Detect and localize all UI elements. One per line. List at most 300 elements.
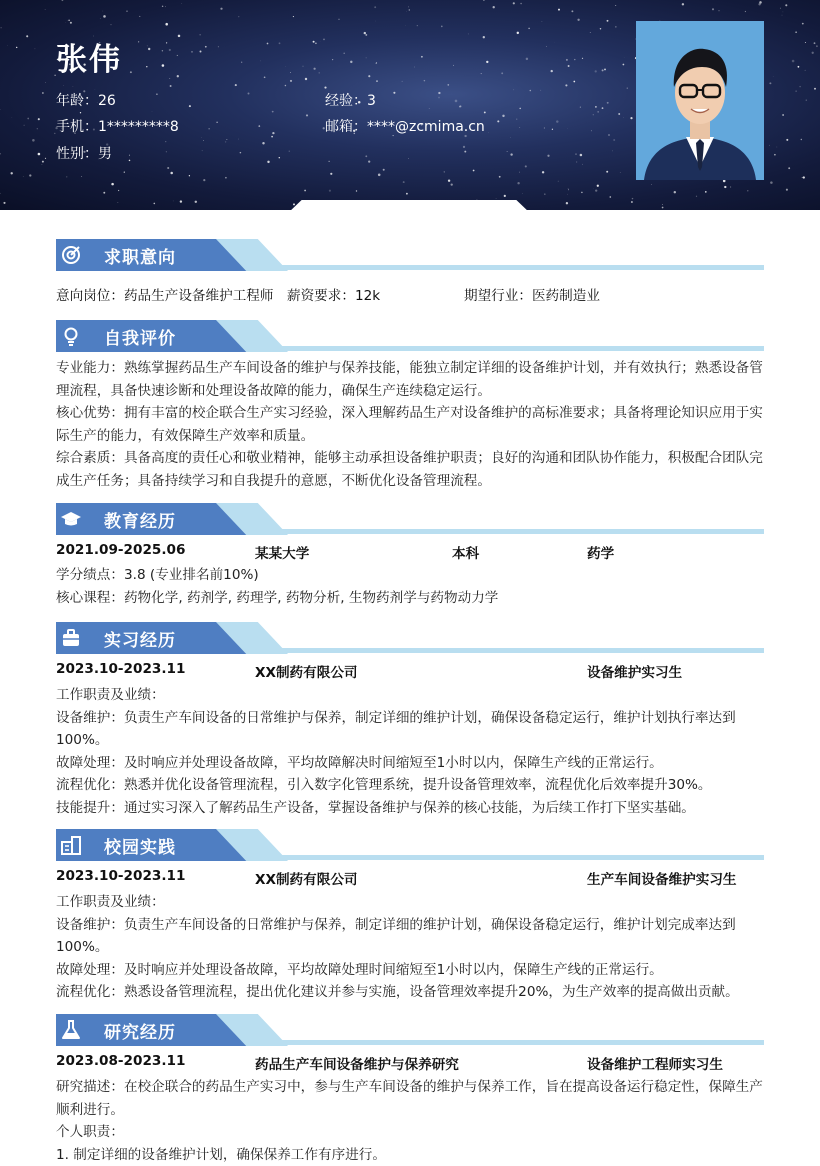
star [209, 128, 210, 129]
star [786, 139, 788, 141]
star [110, 24, 111, 25]
star [612, 151, 613, 152]
star [595, 70, 597, 72]
star [780, 8, 781, 9]
star [682, 3, 684, 5]
gender-info: 性别：男 [56, 143, 112, 163]
star [162, 6, 163, 7]
star [724, 186, 726, 188]
star [305, 78, 307, 80]
star [169, 49, 171, 51]
star [590, 32, 591, 33]
star [595, 106, 597, 108]
star [730, 186, 731, 187]
star [26, 35, 28, 37]
education-body [56, 564, 766, 609]
education-line: 核心课程：药物化学, 药剂学, 药理学, 药物分析, 生物药剂学与药物动力学 [56, 587, 766, 610]
research-line: 个人职责： [56, 1121, 766, 1144]
section-title: 校园实践 [104, 833, 176, 858]
star [662, 204, 663, 205]
star [801, 139, 802, 140]
star [517, 182, 519, 184]
star [24, 125, 25, 126]
star [496, 198, 497, 199]
star [544, 127, 545, 128]
star [568, 189, 569, 190]
internship-line: 流程优化：熟悉并优化设备管理流程，引入数字化管理系统，提升设备管理效率，流程优化后效率提升30%。 [56, 774, 766, 797]
star [165, 141, 166, 142]
star [408, 158, 409, 159]
star [238, 16, 239, 17]
star [547, 155, 549, 157]
star [556, 120, 558, 122]
star [378, 174, 381, 177]
resume-header [0, 0, 820, 210]
star [42, 92, 44, 94]
profile-photo [636, 21, 764, 180]
star [38, 153, 41, 156]
star [483, 0, 484, 1]
star [782, 15, 783, 16]
section-header-intent [56, 239, 764, 271]
star [11, 172, 13, 174]
star [769, 145, 770, 146]
star [130, 71, 132, 73]
star [100, 18, 101, 19]
star [368, 161, 370, 163]
star [448, 179, 450, 181]
star [152, 111, 153, 112]
star [542, 21, 543, 22]
star [486, 61, 488, 63]
research-line: 1. 制定详细的设备维护计划，确保保养工作有序进行。 [56, 1144, 766, 1166]
campus-line: 工作职责及业绩： [56, 891, 766, 914]
star [264, 76, 266, 78]
star [203, 179, 205, 181]
star [368, 75, 370, 77]
star [802, 23, 804, 25]
star [573, 81, 575, 83]
star [406, 193, 408, 195]
star [267, 43, 269, 45]
star [558, 181, 559, 182]
star [313, 68, 315, 70]
star [156, 93, 158, 95]
star [530, 90, 532, 92]
star [792, 60, 795, 63]
star [148, 48, 150, 50]
self-eval-body [56, 357, 766, 492]
star [177, 75, 179, 77]
star [455, 100, 458, 103]
star [609, 196, 611, 198]
star [566, 202, 568, 204]
star [343, 53, 345, 55]
star [103, 15, 106, 18]
star [319, 72, 320, 73]
star [225, 177, 227, 179]
star [238, 139, 239, 140]
star [600, 28, 601, 29]
star [200, 51, 202, 53]
star [481, 73, 482, 74]
star [332, 59, 333, 60]
candidate-name: 张伟 [56, 34, 122, 79]
star [568, 65, 570, 67]
star [565, 84, 567, 86]
star [604, 68, 606, 70]
star [774, 154, 776, 156]
star [541, 90, 542, 91]
star [795, 31, 797, 33]
star [409, 9, 410, 10]
star [289, 151, 290, 152]
star [453, 65, 454, 66]
star [571, 10, 573, 12]
star [173, 201, 174, 202]
star [323, 39, 325, 41]
star [814, 42, 816, 44]
star [581, 192, 583, 194]
star [632, 198, 633, 199]
research-period: 2023.08-2023.11 [56, 1053, 185, 1069]
internship-line: 工作职责及业绩： [56, 684, 766, 707]
star [240, 152, 242, 154]
star [153, 203, 155, 205]
star [520, 3, 522, 5]
star [795, 90, 796, 91]
star [712, 8, 714, 10]
star [66, 22, 67, 23]
star [421, 56, 423, 58]
star [782, 114, 784, 116]
star [593, 114, 594, 115]
star [576, 161, 577, 162]
star [38, 118, 40, 120]
star [225, 141, 226, 142]
star [551, 70, 553, 72]
campus-body [56, 891, 766, 1004]
star [329, 190, 331, 192]
star [501, 72, 503, 74]
target-icon [60, 244, 82, 266]
star [613, 139, 615, 141]
lightbulb-icon [60, 325, 82, 347]
star [552, 129, 553, 130]
star [189, 175, 190, 176]
star [339, 19, 340, 20]
star [393, 92, 395, 94]
star [776, 147, 777, 148]
star [374, 6, 376, 8]
section-header-campus [56, 829, 764, 861]
star [607, 20, 609, 22]
star [16, 47, 17, 48]
self-eval-line: 综合素质：具备高度的责任心和敬业精神，能够主动承担设备维护职责；良好的沟通和团队协作能力，积极配合团队完成生产任务；具备持续学习和自我提升的意愿，不断优化设备管理流程。 [56, 447, 766, 492]
star [293, 203, 295, 205]
star [42, 161, 44, 163]
star [786, 189, 788, 191]
star [383, 169, 385, 171]
star [580, 154, 583, 157]
star [267, 161, 269, 163]
star [441, 26, 443, 28]
internship-company: XX制药有限公司 [255, 661, 358, 681]
star [620, 172, 621, 173]
campus-line: 流程优化：熟悉设备管理流程，提出优化建议并参与实施，设备管理效率提升20%，为生产效率的提高做出贡献。 [56, 981, 766, 1004]
self-eval-line: 专业能力：熟练掌握药品生产车间设备的维护与保养技能，能独立制定详细的设备维护计划，并有效执行；熟悉设备管理流程，具备快速诊断和处理设备故障的能力，确保生产连续稳定运行。 [56, 357, 766, 402]
star [177, 55, 178, 56]
flask-icon [60, 1019, 82, 1041]
phone-info: 手机：1*********8 [56, 116, 179, 136]
star [41, 164, 42, 165]
star [216, 122, 217, 123]
star [23, 176, 24, 177]
star [544, 193, 546, 195]
star [167, 167, 169, 169]
star [218, 46, 219, 47]
star [191, 51, 192, 52]
star [802, 177, 803, 178]
star [580, 107, 581, 108]
star [165, 23, 168, 26]
star [126, 10, 127, 11]
campus-row [56, 868, 764, 890]
star [783, 12, 784, 13]
section-title: 教育经历 [104, 507, 176, 532]
star [602, 69, 604, 71]
star [330, 173, 332, 175]
star [504, 195, 506, 197]
education-line: 学分绩点：3.8 (专业排名前10%) [56, 564, 766, 587]
star [138, 41, 139, 42]
star [170, 85, 172, 87]
star [788, 167, 790, 169]
star [582, 164, 583, 165]
star [402, 81, 403, 82]
star [166, 42, 167, 43]
star [769, 82, 771, 84]
star [81, 176, 82, 177]
experience-info: 经验：3 [325, 90, 376, 110]
star [189, 105, 191, 107]
star [279, 157, 280, 158]
star [375, 21, 376, 22]
star [3, 202, 5, 204]
star [651, 184, 652, 185]
age-info: 年龄：26 [56, 90, 116, 110]
star [424, 80, 426, 82]
star [306, 114, 308, 116]
star [459, 105, 461, 107]
star [103, 192, 105, 194]
star [513, 89, 514, 90]
star [582, 58, 583, 59]
star [429, 108, 430, 109]
star [598, 184, 599, 185]
star [178, 35, 181, 38]
star [169, 78, 170, 79]
star [606, 171, 608, 173]
star [182, 3, 183, 4]
star [493, 6, 495, 8]
star [63, 85, 64, 86]
star [227, 139, 228, 140]
star [631, 201, 633, 203]
intent-row [56, 284, 764, 306]
star [602, 107, 604, 109]
star [574, 59, 575, 60]
star [70, 22, 72, 24]
star [0, 27, 1, 28]
star [68, 20, 69, 21]
star [180, 200, 182, 202]
star [62, 0, 64, 1]
star [375, 63, 376, 64]
star [37, 128, 38, 129]
star [520, 127, 521, 128]
star [45, 158, 46, 159]
star [615, 5, 616, 6]
internship-period: 2023.10-2023.11 [56, 661, 185, 677]
star [525, 165, 527, 167]
star [235, 84, 237, 86]
star [502, 115, 504, 117]
star [147, 46, 148, 47]
intent-salary: 薪资要求：12k [287, 284, 380, 304]
star [304, 190, 306, 192]
star [805, 42, 806, 43]
star [483, 36, 485, 38]
building-icon [60, 834, 82, 856]
star [0, 193, 1, 194]
star [719, 10, 720, 11]
graduation-cap-icon [60, 508, 82, 530]
star [366, 58, 367, 59]
star [519, 108, 521, 110]
star [329, 161, 330, 162]
star [591, 130, 592, 131]
star [202, 150, 203, 151]
star [272, 132, 274, 134]
campus-line: 设备维护：负责生产车间设备的日常维护与保养，制定详细的维护计划，确保设备稳定运行，维护计划完成率达到100%。 [56, 914, 766, 959]
star [513, 2, 515, 4]
star [414, 67, 415, 68]
star [812, 52, 814, 54]
star [497, 120, 499, 122]
star [290, 72, 291, 73]
star [575, 153, 577, 155]
star [272, 111, 274, 113]
star [220, 8, 222, 10]
star [166, 151, 167, 152]
star [798, 66, 800, 68]
star [200, 34, 201, 35]
star [803, 176, 805, 178]
star [203, 140, 204, 141]
research-project: 药品生产车间设备维护与保养研究 [255, 1053, 459, 1073]
star [29, 174, 31, 176]
star [248, 93, 250, 95]
section-header-education [56, 503, 764, 535]
star [627, 88, 628, 89]
star [80, 112, 81, 113]
internship-line: 设备维护：负责生产车间设备的日常维护与保养，制定详细的维护计划，确保设备稳定运行，维护计划执行率达到100%。 [56, 707, 766, 752]
star [816, 45, 818, 47]
education-degree: 本科 [452, 542, 479, 562]
campus-line: 故障处理：及时响应并处理设备故障，平均故障处理时间缩短至1小时以内，保障生产线的正常运行。 [56, 959, 766, 982]
campus-period: 2023.10-2023.11 [56, 868, 185, 884]
star [241, 62, 242, 63]
star [499, 176, 501, 178]
research-body [56, 1076, 766, 1166]
star [451, 183, 453, 185]
star [630, 117, 632, 119]
star [45, 82, 46, 83]
star [758, 3, 760, 5]
star [350, 61, 352, 63]
star [674, 191, 676, 193]
star [324, 87, 326, 89]
star [293, 16, 294, 17]
star [598, 111, 599, 112]
star [376, 80, 378, 82]
research-line: 研究描述：在校企联合的药品生产实习中，参与生产车间设备的维护与保养工作，旨在提高设备运行稳定性，保障生产顺利进行。 [56, 1076, 766, 1121]
star [124, 171, 125, 172]
star [542, 171, 544, 173]
section-title: 自我评价 [104, 324, 176, 349]
star [302, 66, 303, 67]
star [577, 19, 579, 21]
star [260, 61, 261, 62]
star [785, 4, 787, 6]
section-header-internship [56, 622, 764, 654]
star [618, 113, 620, 115]
star [290, 80, 292, 82]
star [516, 119, 517, 120]
internship-line: 技能提升：通过实习深入了解药品生产设备，掌握设备维护与保养的核心技能，为后续工作打下坚实基础。 [56, 797, 766, 820]
header-tab [287, 200, 531, 210]
star [517, 32, 519, 34]
star [705, 191, 707, 193]
star [201, 137, 202, 138]
star [356, 190, 357, 191]
star [806, 100, 807, 101]
star [313, 41, 315, 43]
star [118, 202, 119, 203]
star [0, 153, 1, 154]
intent-position: 意向岗位：药品生产设备维护工程师 [56, 284, 274, 304]
star [519, 172, 520, 173]
star [271, 136, 273, 138]
star [799, 86, 800, 87]
star [315, 42, 317, 44]
internship-row [56, 661, 764, 683]
star [139, 16, 140, 17]
star [364, 32, 366, 34]
intent-industry: 期望行业：医药制造业 [464, 284, 600, 304]
star [405, 25, 406, 26]
star [162, 64, 165, 67]
star [195, 201, 197, 203]
internship-body [56, 684, 766, 819]
star [32, 139, 35, 142]
education-period: 2021.09-2025.06 [56, 542, 185, 558]
star [365, 34, 367, 36]
star [568, 188, 569, 189]
star [444, 171, 445, 172]
research-role: 设备维护工程师实习生 [587, 1053, 723, 1073]
